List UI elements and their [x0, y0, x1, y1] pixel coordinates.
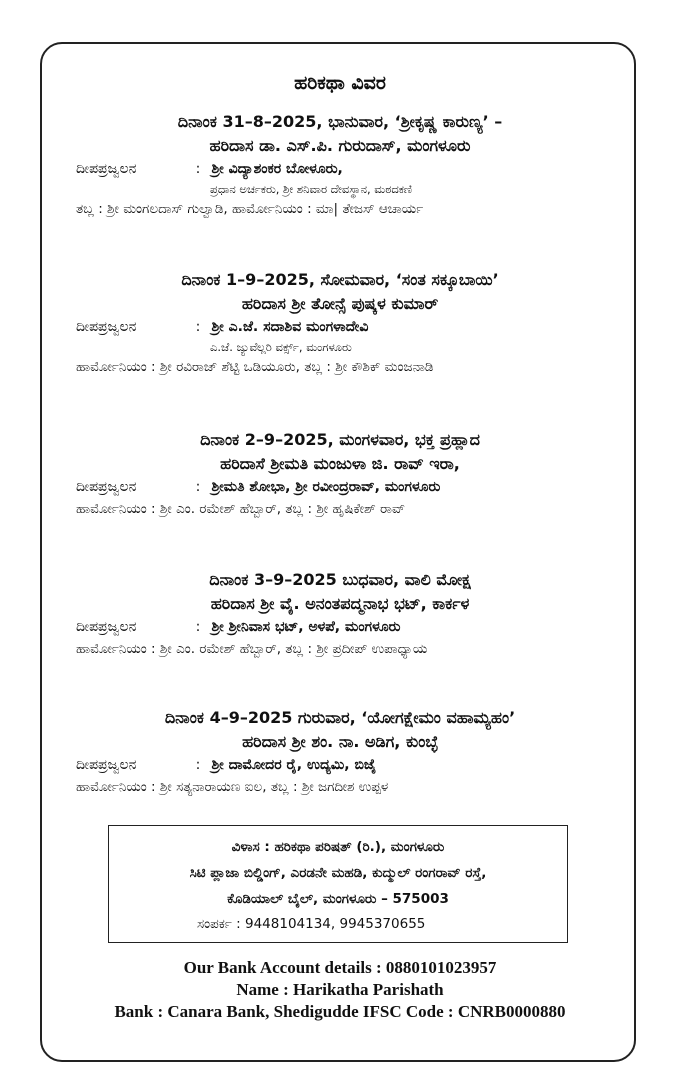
bank-name-line: Name : Harikatha Parishath [236, 980, 444, 999]
lamp-row [40, 476, 640, 498]
address-line-2: ಸಿಟಿ ಪ್ಲಾಜಾ ಬಿಲ್ಡಿಂಗ್, ಎರಡನೇ ಮಹಡಿ, ಕುದ್ಮುಲ್ ರಂಗರಾವ್ ರಸ್ತೆ, [189, 865, 487, 881]
colon: : [195, 757, 201, 773]
lamp-value: ಶ್ರೀ ದಾಮೋದರ ರೈ, ಉದ್ಯಮಿ, ಬಿಜೈ [211, 757, 377, 773]
music-line: ಹಾರ್ಮೋನಿಯಂ : ಶ್ರೀ ಸತ್ಯನಾರಾಯಣ ಐಲ, ತಬ್ಲ : ಶ್ರೀ ಜಗದೀಶ ಉಪ್ಪಳ [76, 779, 389, 795]
event-date-line: ದಿನಾಂಕ 1–9–2025, ಸೋಮವಾರ, ‘ಸಂತ ಸಕ್ಕೂಬಾಯಿ’ [181, 270, 499, 289]
address-box [108, 825, 568, 943]
bank-ifsc-line: Bank : Canara Bank, Shedigudde IFSC Code : CNRB0000880 [114, 1002, 566, 1021]
colon: : [195, 479, 201, 495]
event-performer: ಹರಿದಾಸ ಡಾ. ಎಸ್.ಪಿ. ಗುರುದಾಸ್, ಮಂಗಳೂರು [209, 136, 471, 155]
lamp-label: ದೀಪಪ್ರಜ್ವಲನ [76, 619, 137, 635]
event-date-line: ದಿನಾಂಕ 2–9–2025, ಮಂಗಳವಾರ, ಭಕ್ತ ಪ್ರಹ್ಲಾದ [200, 430, 480, 449]
event-performer: ಹರಿದಾಸ ಶ್ರೀ ತೋನ್ಸೆ ಪುಷ್ಕಳ ಕುಮಾರ್ [241, 294, 439, 313]
lamp-label: ದೀಪಪ್ರಜ್ವಲನ [76, 757, 137, 773]
contact-numbers: ಸಂಪರ್ಕ : 9448104134, 9945370655 [197, 916, 426, 932]
event-3 [40, 428, 640, 520]
lamp-value: ಶ್ರೀ ಎ.ಜೆ. ಸದಾಶಿವ ಮಂಗಳಾದೇವಿ [211, 319, 369, 335]
event-2 [40, 268, 640, 378]
event-1 [40, 110, 640, 220]
event-performer: ಹರಿದಾಸ ಶ್ರೀ ಶಂ. ನಾ. ಅಡಿಗ, ಕುಂಬ್ಳೆ [242, 732, 438, 751]
event-date-line: ದಿನಾಂಕ 4–9–2025 ಗುರುವಾರ, ‘ಯೋಗಕ್ಷೇಮಂ ವಹಾಮ್ಯಹಂ’ [164, 708, 516, 727]
colon: : [195, 319, 201, 335]
lamp-note: ಪ್ರಧಾನ ಅರ್ಚಕರು, ಶ್ರೀ ಶನಿವಾರ ದೇವಸ್ಥಾನ, ಮಠದಕಣಿ [210, 182, 413, 196]
music-line: ತಬ್ಲ : ಶ್ರೀ ಮಂಗಲದಾಸ್ ಗುಲ್ವಾಡಿ, ಹಾರ್ಮೋನಿಯಂ : ಮಾ| ತೇಜಸ್ ಆಚಾರ್ಯ [76, 201, 424, 217]
address-line-1: ವಿಳಾಸ : ಹರಿಕಥಾ ಪರಿಷತ್ (ರಿ.), ಮಂಗಳೂರು [231, 839, 445, 855]
lamp-value: ಶ್ರೀ ವಿದ್ಯಾಶಂಕರ ಬೋಳೂರು, [211, 161, 343, 177]
event-5 [40, 706, 640, 798]
music-line: ಹಾರ್ಮೋನಿಯಂ : ಶ್ರೀ ರವಿರಾಜ್ ಶೆಟ್ಟಿ ಒಡಿಯೂರು, ತಬ್ಲ : ಶ್ರೀ ಕೌಶಿಕ್ ಮಂಜನಾಡಿ [76, 359, 434, 375]
lamp-value: ಶ್ರೀಮತಿ ಶೋಭಾ, ಶ್ರೀ ರವೀಂದ್ರರಾವ್, ಮಂಗಳೂರು [211, 479, 441, 495]
lamp-row [40, 754, 640, 776]
event-performer: ಹರಿದಾಸೆ ಶ್ರೀಮತಿ ಮಂಜುಳಾ ಜಿ. ರಾವ್ ಇರಾ, [220, 454, 460, 473]
lamp-value: ಶ್ರೀ ಶ್ರೀನಿವಾಸ ಭಟ್, ಅಳಪೆ, ಮಂಗಳೂರು [211, 619, 401, 635]
address-line-3: ಕೊಡಿಯಾಲ್ ಬೈಲ್, ಮಂಗಳೂರು – 575003 [227, 891, 449, 907]
event-date-line: ದಿನಾಂಕ 31–8–2025, ಭಾನುವಾರ, ‘ಶ್ರೀಕೃಷ್ಣ ಕಾರುಣ್ಯ’ – [177, 112, 503, 131]
lamp-row [40, 616, 640, 638]
event-date-line: ದಿನಾಂಕ 3–9–2025 ಬುಧವಾರ, ವಾಲಿ ಮೋಕ್ಷ [209, 570, 471, 589]
lamp-label: ದೀಪಪ್ರಜ್ವಲನ [76, 161, 137, 177]
lamp-label: ದೀಪಪ್ರಜ್ವಲನ [76, 319, 137, 335]
colon: : [195, 161, 201, 177]
bank-account-line: Our Bank Account details : 0880101023957 [183, 958, 497, 977]
colon: : [195, 619, 201, 635]
event-performer: ಹರಿದಾಸ ಶ್ರೀ ವೈ. ಅನಂತಪದ್ಮನಾಭ ಭಟ್, ಕಾರ್ಕಳ [210, 594, 470, 613]
event-4 [40, 568, 640, 660]
music-line: ಹಾರ್ಮೋನಿಯಂ : ಶ್ರೀ ಎಂ. ರಮೇಶ್ ಹೆಬ್ಬಾರ್, ತಬ್ಲ : ಶ್ರೀ ಪ್ರದೀಪ್ ಉಪಾಧ್ಯಾಯ [76, 641, 428, 657]
lamp-row [40, 158, 640, 180]
lamp-label: ದೀಪಪ್ರಜ್ವಲನ [76, 479, 137, 495]
music-line: ಹಾರ್ಮೋನಿಯಂ : ಶ್ರೀ ಎಂ. ರಮೇಶ್ ಹೆಬ್ಬಾರ್, ತಬ್ಲ : ಶ್ರೀ ಹೃಷಿಕೇಶ್ ರಾವ್ [76, 501, 405, 517]
lamp-row [40, 316, 640, 338]
page-title: ಹರಿಕಥಾ ವಿವರ [294, 72, 386, 94]
lamp-note: ಎ.ಜೆ. ಜ್ಯುವೆಲ್ಲರಿ ವರ್ಕ್ಸ್, ಮಂಗಳೂರು [210, 340, 352, 354]
